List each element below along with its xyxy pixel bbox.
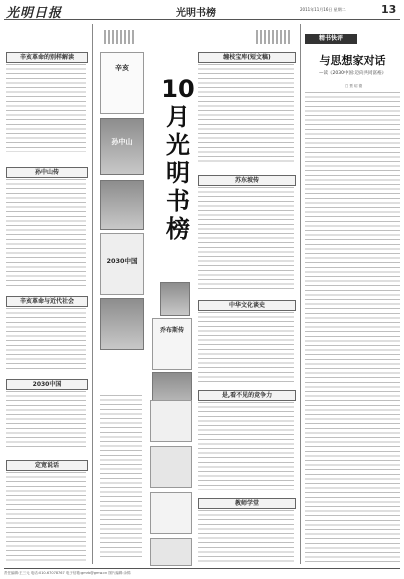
- mid-article-2: [198, 187, 294, 292]
- issue-date: 2011年11月16日 星期二: [300, 7, 346, 12]
- left-article-4: [6, 391, 86, 449]
- left-article-2: [6, 179, 86, 289]
- mid-section-title-3: 中华文化谈史: [198, 300, 296, 311]
- left-section-title-1: 辛亥革命的别样解读: [6, 52, 88, 63]
- page-number: 13: [381, 3, 397, 16]
- left-article-3: [6, 308, 86, 370]
- masthead-logo: 光明日报: [6, 6, 63, 21]
- mid-article-3: [198, 312, 294, 384]
- mid-article-4: [198, 402, 294, 490]
- section-name: 光明书榜: [176, 8, 216, 19]
- book-cover-1: [100, 52, 144, 114]
- left-section-title-5: 定宽说话: [6, 460, 88, 471]
- page-headline: 10月光明书榜: [161, 75, 195, 243]
- book-cover-7: [150, 492, 192, 534]
- book-cover-photo: [100, 180, 144, 230]
- book-cover-text: 乔布斯传: [159, 327, 184, 334]
- review-author: □ 贾 绍 德: [345, 84, 363, 88]
- review-subtitle: —读《2030中国:迈向共同富裕》: [319, 71, 386, 76]
- mid-section-title-5: 教师学堂: [198, 498, 296, 509]
- mid-section-title-2: 苏东坡传: [198, 175, 296, 186]
- book-cover-2: [100, 118, 144, 175]
- book-cover-3: [100, 233, 144, 295]
- header-rule: [4, 19, 400, 20]
- book-cover-8: [150, 538, 192, 566]
- banner-center: [136, 30, 256, 44]
- book-cover-photo: [100, 298, 144, 350]
- book-cover-4: [152, 318, 192, 370]
- left-section-title-3: 辛亥革命与近代社会: [6, 296, 88, 307]
- mid-article-5: [198, 510, 294, 562]
- book-cover-text: 2030中国: [106, 257, 138, 265]
- center-article: [100, 395, 142, 560]
- book-cover-5: [150, 400, 192, 442]
- mid-article-1: [198, 64, 294, 164]
- review-tag: 精书快评: [305, 34, 357, 44]
- mid-section-title-1: 缠枝宝库(短文稿): [198, 52, 296, 63]
- column-divider: [92, 24, 93, 564]
- column-divider: [300, 24, 301, 564]
- left-section-title-2: 孙中山传: [6, 167, 88, 178]
- book-cover-text: 孙中山: [111, 138, 133, 146]
- book-cover-6: [150, 446, 192, 488]
- review-title: 与思想家对话: [319, 54, 386, 67]
- left-article-5: [6, 472, 86, 562]
- left-article-1: [6, 64, 86, 152]
- mid-section-title-4: 是,看不见的竞争力: [198, 390, 296, 401]
- review-article: [305, 92, 400, 562]
- book-cover-text: 辛亥: [115, 64, 129, 72]
- author-portrait: [160, 282, 190, 316]
- left-section-title-4: 2030中国: [6, 379, 88, 390]
- footer: 责任编辑:王三元 电话:010-67078767 电子信箱:gmrb@gmw.cn 图片编辑:余锦: [4, 568, 400, 576]
